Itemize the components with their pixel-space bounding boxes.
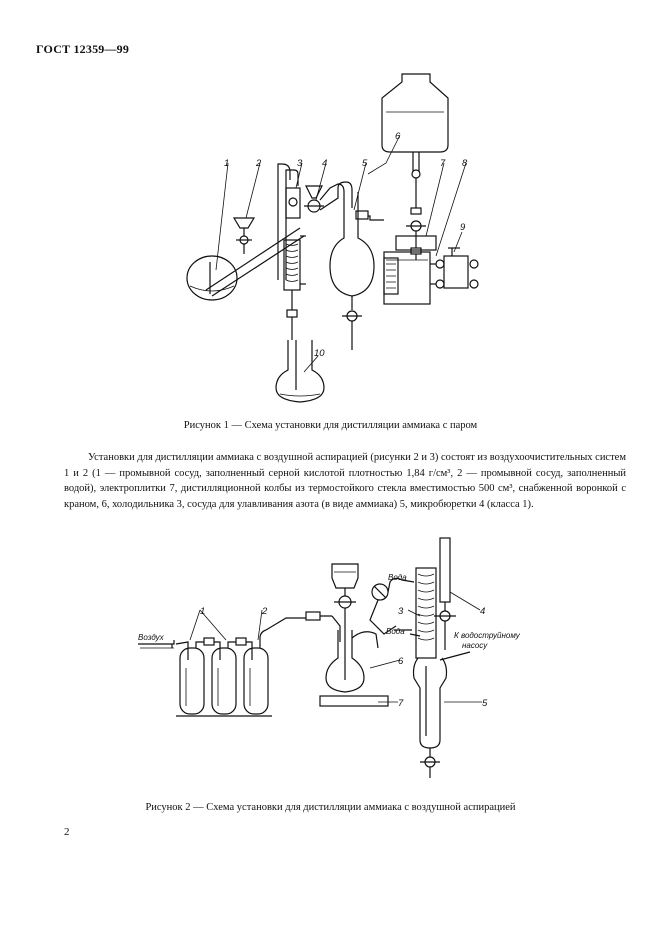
fig1-label-4: 4 (322, 158, 328, 169)
fig1-label-6: 6 (395, 131, 401, 142)
fig1-label-5: 5 (362, 158, 368, 169)
body-paragraph (64, 450, 626, 512)
document-code: ГОСТ 12359—99 (36, 42, 130, 56)
reservoir-flask (382, 74, 448, 260)
fig1-label-2: 2 (256, 158, 262, 169)
figure-1-diagram (0, 60, 661, 415)
fig2-label-5: 5 (482, 698, 488, 709)
washing-bottles (138, 638, 272, 716)
air-annotation: Воздух (138, 633, 164, 642)
funnel-2 (234, 218, 254, 254)
fig1-label-7: 7 (440, 158, 446, 169)
leader-lines (216, 135, 466, 372)
fig2-label-2: 2 (262, 606, 268, 617)
fig1-label-3: 3 (297, 158, 303, 169)
water-annotation-top: Вода (388, 573, 407, 582)
condenser-3 (416, 568, 436, 658)
receiver-5 (414, 652, 471, 778)
fig2-label-7: 7 (398, 698, 404, 709)
pump-annotation-line1: К водоструйному (454, 631, 520, 640)
steam-flask-1 (187, 256, 237, 300)
water-annotation-bottom: Вода (386, 627, 405, 636)
fig1-label-9: 9 (460, 222, 466, 233)
fig1-label-10: 10 (314, 348, 325, 359)
figure-2-diagram (0, 530, 661, 790)
fig1-label-8: 8 (462, 158, 468, 169)
page-number: 2 (64, 826, 70, 838)
fig2-label-4: 4 (480, 606, 486, 617)
figure-2-caption: Рисунок 2 — Схема установки для дистилляции аммиака с воздушной аспирацией (145, 802, 516, 813)
fig2-label-3: 3 (398, 606, 404, 617)
fig2-label-6: 6 (398, 656, 404, 667)
fig1-label-1: 1 (224, 158, 230, 169)
condenser (278, 164, 306, 340)
distillation-flask-5 (320, 184, 374, 350)
pump-annotation-line2: насосу (462, 641, 488, 650)
paragraph-text: Установки для дистилляции аммиака с воздушной аспирацией (рисунки 2 и 3) состоят из воздухоочистительных систем 1 и 2 (1 — промывной сосуд, заполненный серной кислотой плотностью 1,84 г/см³, 2 — промывной сосуд, заполненный водой), электроплитки 7, дистилляционной колбы из термостойкого стекла вместимостью 500 см³, снабженной воронкой с краном, 6, холодильника 3, сосуда для улавливания азота (в виде аммиака) 5, микробюретки 4 (класса 1). (64, 452, 626, 510)
steam-generator (384, 236, 478, 304)
fig2-label-1: 1 (200, 606, 206, 617)
figure-1-caption: Рисунок 1 — Схема установки для дистилляции аммиака с паром (183, 420, 478, 431)
leader-lines-2 (140, 592, 482, 702)
